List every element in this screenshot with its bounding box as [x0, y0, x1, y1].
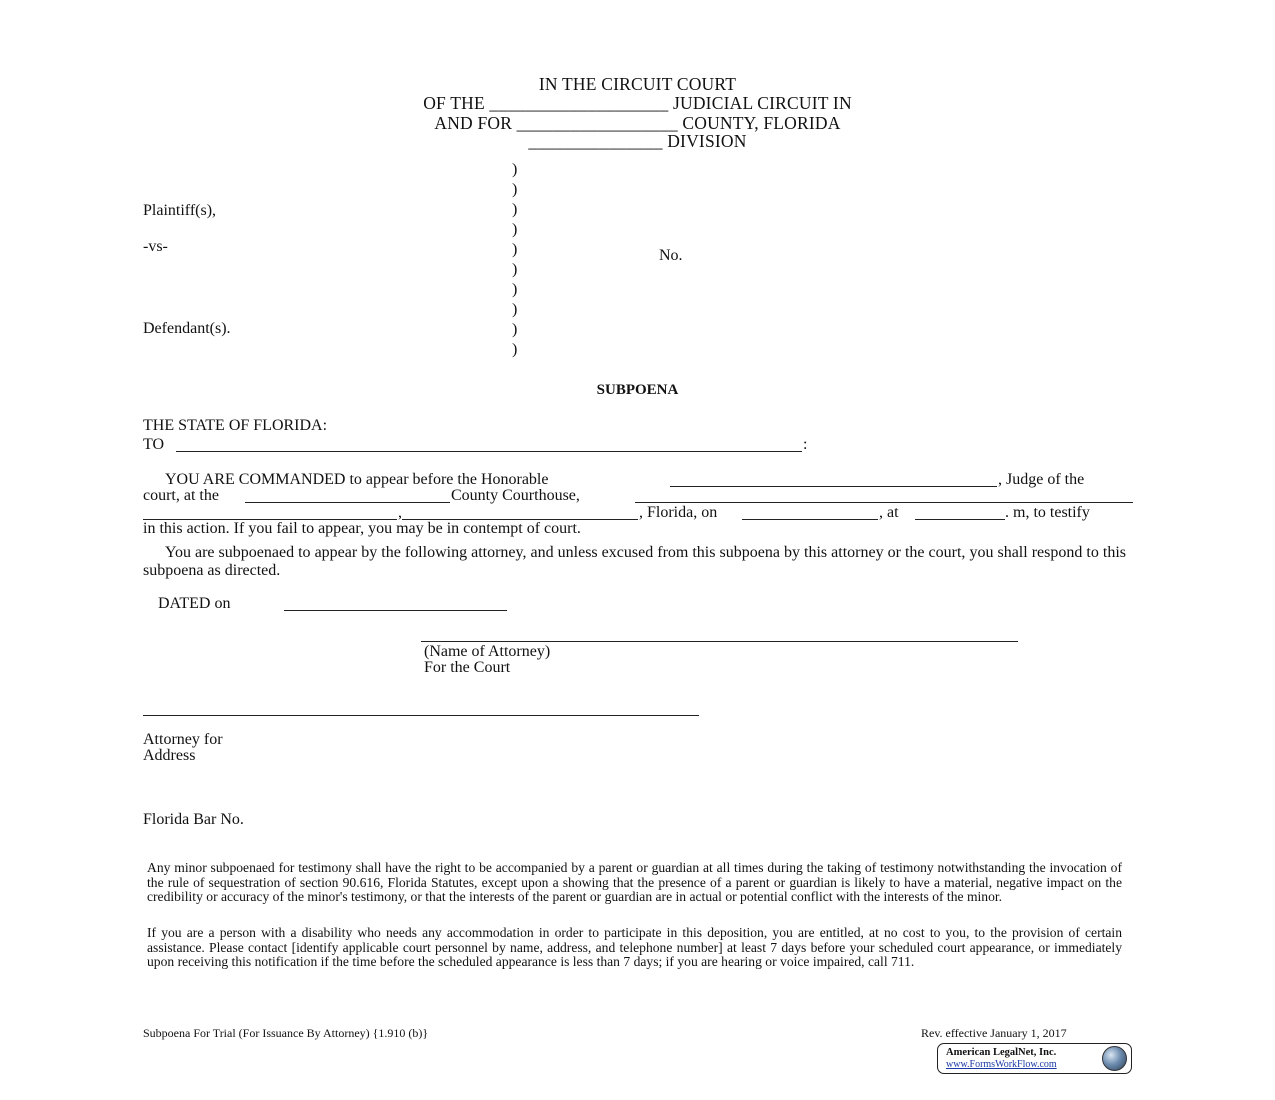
- county-courthouse-text: County Courthouse,: [451, 487, 580, 504]
- court-at-text: court, at the: [143, 487, 219, 504]
- caption-paren: ): [512, 261, 518, 278]
- judge-of-text: , Judge of the: [998, 471, 1085, 488]
- court-header-line-4: _______________ DIVISION: [528, 131, 747, 151]
- case-number-label: No.: [659, 247, 683, 264]
- court-header-line-3: AND FOR __________________ COUNTY, FLORIDA: [434, 113, 841, 133]
- contempt-warning-text: in this action. If you fail to appear, you may be in contempt of court.: [143, 520, 581, 537]
- judge-name-blank[interactable]: [670, 486, 997, 487]
- county-blank[interactable]: [245, 502, 450, 503]
- vs-label: -vs-: [143, 238, 168, 255]
- attorney-instruction-paragraph: You are subpoenaed to appear by the following attorney, and unless excused from this subpoena by this attorney or the court, you shall respond to this subpoena as directed.: [143, 544, 1126, 579]
- disability-notice-paragraph: If you are a person with a disability who needs any accommodation in order to participate in this deposition, you are entitled, at no cost to you, to the provision of certain assistance. Please contact [identify applicable court personnel by name, address, and telephone number] at least 7 days before your scheduled court appearance, or immediately upon receiving this notification if the time before the scheduled appearance is less than 7 days; if you are hearing or voice impaired, call 711.: [147, 925, 1122, 970]
- address-label: Address: [143, 747, 196, 764]
- to-colon: :: [803, 436, 808, 453]
- plaintiff-label: Plaintiff(s),: [143, 202, 217, 219]
- caption-paren: ): [512, 341, 518, 358]
- m-to-testify-text: . m, to testify: [1005, 504, 1090, 521]
- american-legalnet-logo[interactable]: [937, 1043, 1132, 1074]
- address-comma: ,: [398, 504, 402, 521]
- appearance-date-blank[interactable]: [742, 519, 878, 520]
- florida-on-text: , Florida, on: [639, 504, 718, 521]
- caption-paren: ): [512, 241, 518, 258]
- form-name-footer: Subpoena For Trial (For Issuance By Attorney) {1.910 (b)}: [143, 1026, 429, 1040]
- appearance-time-blank[interactable]: [915, 519, 1005, 520]
- commanded-text-1: YOU ARE COMMANDED to appear before the Honorable: [165, 471, 549, 488]
- caption-paren: ): [512, 281, 518, 298]
- attorney-name-line[interactable]: [143, 715, 699, 716]
- revision-date-footer: Rev. effective January 1, 2017: [921, 1026, 1067, 1040]
- dated-label: DATED on: [158, 595, 231, 612]
- globe-icon: [1102, 1046, 1127, 1071]
- court-header-line-2: OF THE ____________________ JUDICIAL CIRCUIT IN: [423, 93, 852, 113]
- caption-paren: ): [512, 161, 518, 178]
- state-of-florida-label: THE STATE OF FLORIDA:: [143, 417, 328, 434]
- at-text: , at: [879, 504, 899, 521]
- date-blank[interactable]: [284, 610, 507, 611]
- florida-bar-number-label: Florida Bar No.: [143, 811, 244, 828]
- attorney-for-label: Attorney for: [143, 731, 223, 748]
- attorney-signature-line[interactable]: [421, 641, 1018, 642]
- minor-notice-paragraph: Any minor subpoenaed for testimony shall have the right to be accompanied by a parent or guardian at all times during the taking of testimony notwithstanding the invocation of the rule of sequestration of section 90.616, Florida Statutes, except upon a showing that the presence of a parent or guardian is likely to have a material, negative impact on the credibility or accuracy of the minor's testimony, or that the interests of the parent or guardian are in actual or potential conflict with the interests of the minor.: [147, 860, 1122, 905]
- logo-website-link[interactable]: www.FormsWorkFlow.com: [946, 1059, 1057, 1070]
- caption-paren: ): [512, 201, 518, 218]
- caption-paren: ): [512, 321, 518, 338]
- logo-company-name: American LegalNet, Inc.: [946, 1047, 1057, 1058]
- caption-paren: ): [512, 301, 518, 318]
- recipient-name-blank[interactable]: [176, 451, 802, 452]
- defendant-label: Defendant(s).: [143, 320, 231, 337]
- document-title: SUBPOENA: [596, 382, 679, 398]
- courthouse-address-blank[interactable]: [635, 502, 1133, 503]
- attorney-name-caption: (Name of Attorney): [424, 643, 551, 660]
- for-the-court-caption: For the Court: [424, 659, 511, 676]
- caption-paren: ): [512, 221, 518, 238]
- to-label: TO: [143, 436, 165, 453]
- court-header-line-1: IN THE CIRCUIT COURT: [538, 74, 737, 94]
- caption-paren: ): [512, 181, 518, 198]
